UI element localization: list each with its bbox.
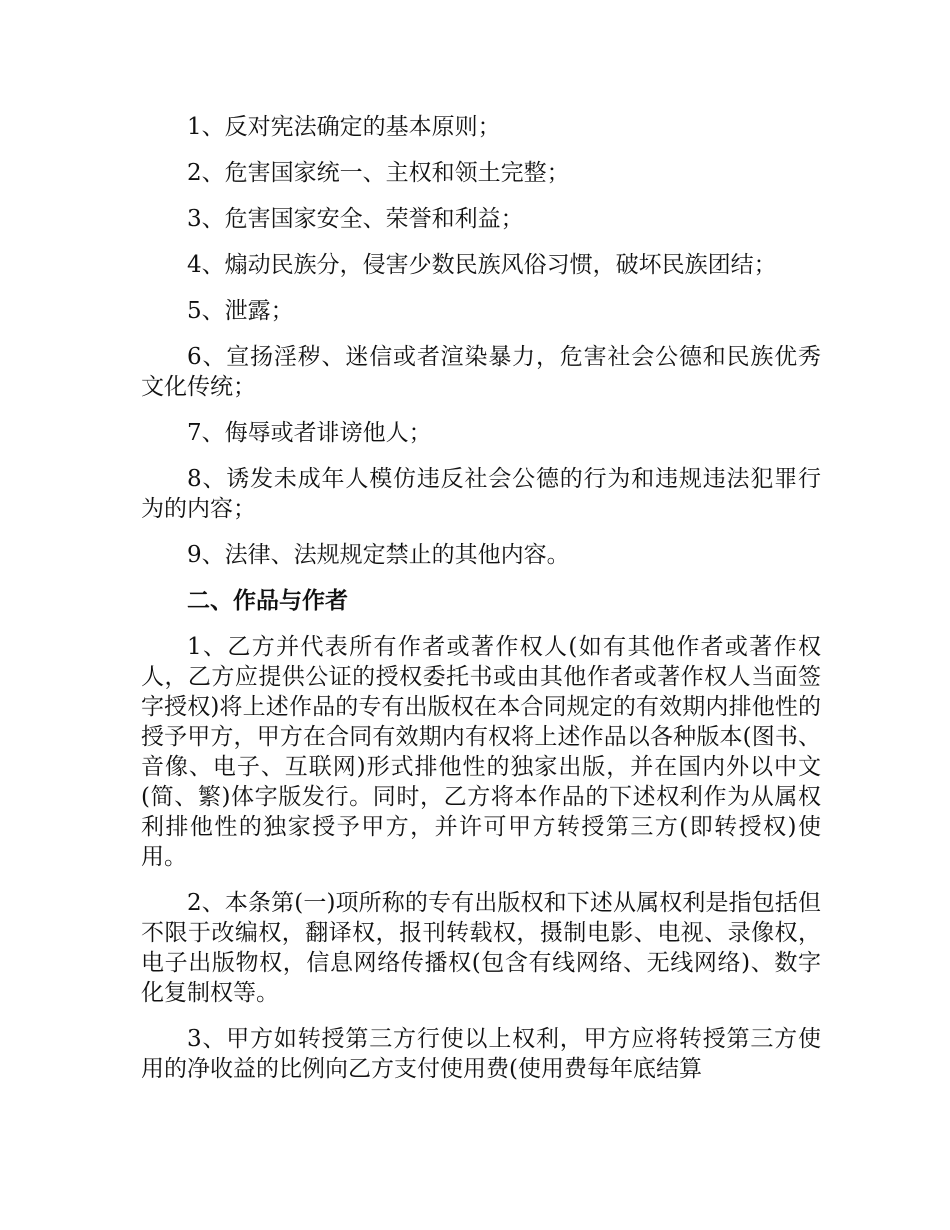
list-item: 6、宣扬淫秽、迷信或者渲染暴力，危害社会公德和民族优秀文化传统； [141, 344, 821, 400]
list-item: 1、反对宪法确定的基本原则； [187, 114, 501, 140]
list-item: 2、危害国家统一、主权和领土完整； [187, 160, 570, 186]
clause-paragraph: 1、乙方并代表所有作者或著作权人(如有其他作者或著作权人，乙方应提供公证的授权委托书或由其他作者或著作权人当面签字授权)将上述作品的专有出版权在本合同规定的有效期内排他性的授予甲方，甲方在合同有效期内有权将上述作品以各种版本(图书、音像、电子、互联网)形式排他性的独家出版，并在国内外以中文(简、繁)体字版发行。同时，乙方将本作品的下述权利作为从属权利排他性的独家授予甲方，并许可甲方转授第三方(即转授权)使用。 [141, 634, 821, 870]
list-item: 5、泄露； [187, 298, 294, 324]
list-item: 9、法律、法规规定禁止的其他内容。 [187, 542, 570, 568]
list-item: 3、危害国家安全、荣誉和利益； [187, 206, 524, 232]
clause-paragraph: 3、甲方如转授第三方行使以上权利，甲方应将转授第三方使用的净收益的比例向乙方支付使用费(使用费每年底结算 [141, 1026, 821, 1082]
clause-paragraph: 2、本条第(一)项所称的专有出版权和下述从属权利是指包括但不限于改编权，翻译权，报刊转载权，摄制电影、电视、录像权，电子出版物权，信息网络传播权(包含有线网络、无线网络)、数字化复制权等。 [141, 890, 821, 1006]
document-body [141, 112, 821, 1100]
section-heading: 二、作品与作者 [187, 587, 348, 614]
list-item: 4、煽动民族分，侵害少数民族风俗习惯，破坏民族团结； [187, 252, 777, 278]
list-item: 7、侮辱或者诽谤他人； [187, 420, 432, 446]
list-item: 8、诱发未成年人模仿违反社会公德的行为和违规违法犯罪行为的内容； [141, 466, 821, 522]
